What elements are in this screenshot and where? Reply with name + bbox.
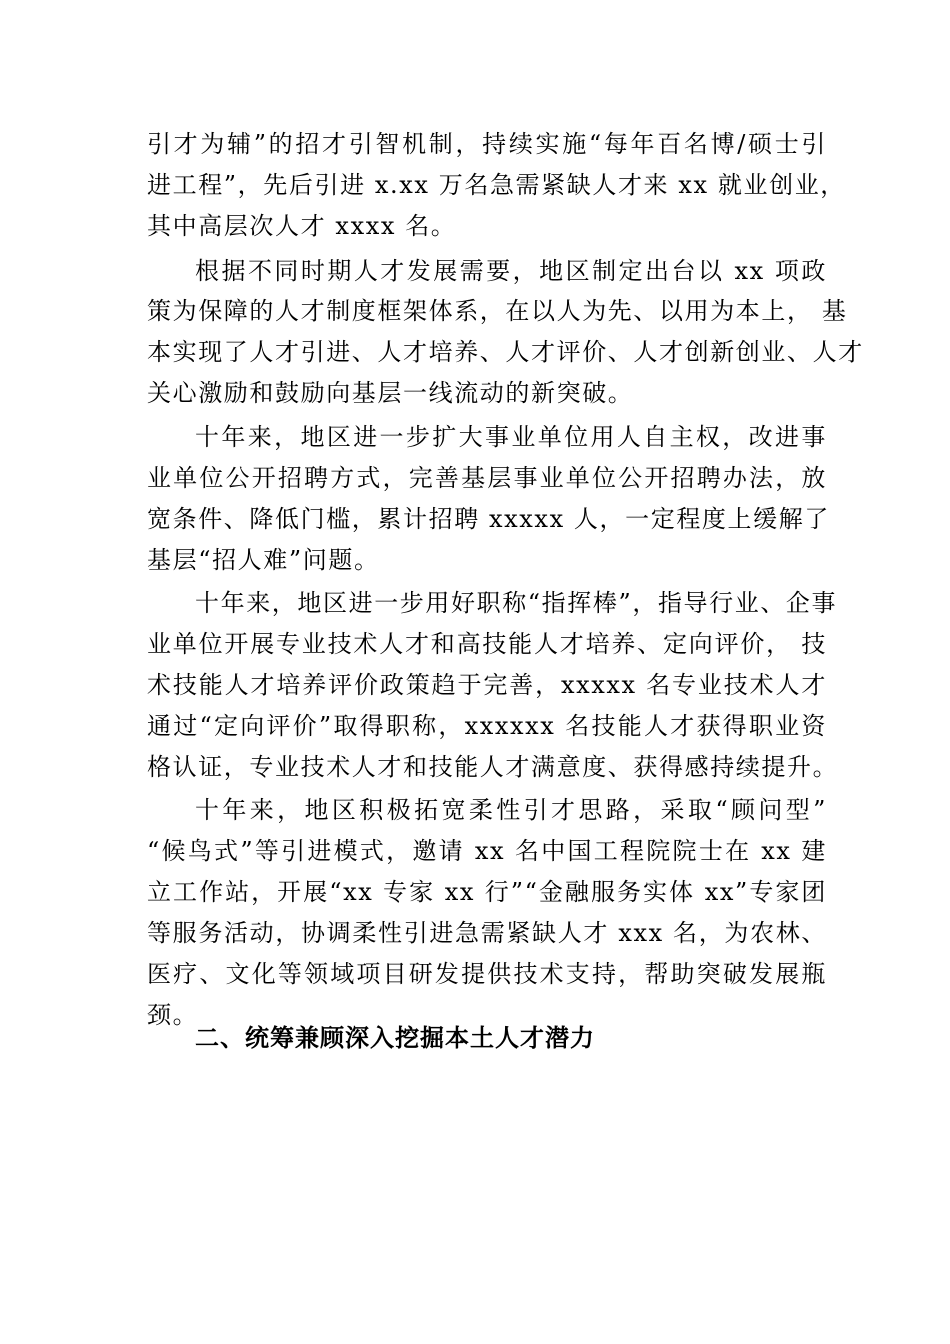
paragraph-first-line: 根据不同时期人才发展需要，地区制定出台以 xx 项政 bbox=[195, 257, 827, 285]
text-line: 宽条件、降低门槛，累计招聘 xxxxx 人，一定程度上缓解了 bbox=[147, 505, 830, 533]
text-line: 进工程”，先后引进 x.xx 万名急需紧缺人才来 xx 就业创业， bbox=[147, 171, 846, 199]
text-line: 业单位公开招聘方式，完善基层事业单位公开招聘办法，放 bbox=[147, 464, 827, 492]
text-line: 关心激励和鼓励向基层一线流动的新突破。 bbox=[147, 379, 634, 407]
paragraph-first-line: 十年来，地区进一步扩大事业单位用人自主权，改进事 bbox=[195, 423, 827, 451]
text-line: 引才为辅”的招才引智机制，持续实施“每年百名博/硕士引 bbox=[147, 130, 827, 158]
paragraph-first-line: 十年来，地区积极拓宽柔性引才思路，采取“顾问型” bbox=[195, 796, 827, 824]
text-line: 格认证，专业技术人才和技能人才满意度、获得感持续提升。 bbox=[147, 753, 839, 781]
text-line: 立工作站，开展“xx 专家 xx 行”“金融服务实体 xx”专家团 bbox=[147, 878, 827, 906]
text-line: 颈。 bbox=[147, 1001, 199, 1029]
text-line: 策为保障的人才制度框架体系，在以人为先、以用为本上， 基 bbox=[147, 297, 848, 325]
text-line: 术技能人才培养评价政策趋于完善，xxxxx 名专业技术人才 bbox=[147, 671, 827, 699]
text-line: “候鸟式”等引进模式，邀请 xx 名中国工程院院士在 xx 建 bbox=[147, 837, 827, 865]
section-heading: 二、统筹兼顾深入挖掘本土人才潜力 bbox=[195, 1024, 595, 1052]
text-line: 本实现了人才引进、人才培养、人才评价、人才创新创业、人才 bbox=[147, 338, 864, 366]
text-line: 等服务活动，协调柔性引进急需紧缺人才 xxx 名，为农林、 bbox=[147, 919, 827, 947]
text-line: 其中高层次人才 xxxx 名。 bbox=[147, 212, 457, 240]
text-line: 业单位开展专业技术人才和高技能人才培养、定向评价， 技 bbox=[147, 630, 827, 658]
text-line: 通过“定向评价”取得职称，xxxxxx 名技能人才获得职业资 bbox=[147, 712, 827, 740]
text-line: 医疗、文化等领域项目研发提供技术支持，帮助突破发展瓶 bbox=[147, 960, 827, 988]
text-line: 基层“招人难”问题。 bbox=[147, 546, 380, 574]
paragraph-first-line: 十年来，地区进一步用好职称“指挥棒”，指导行业、企事 bbox=[195, 589, 838, 617]
